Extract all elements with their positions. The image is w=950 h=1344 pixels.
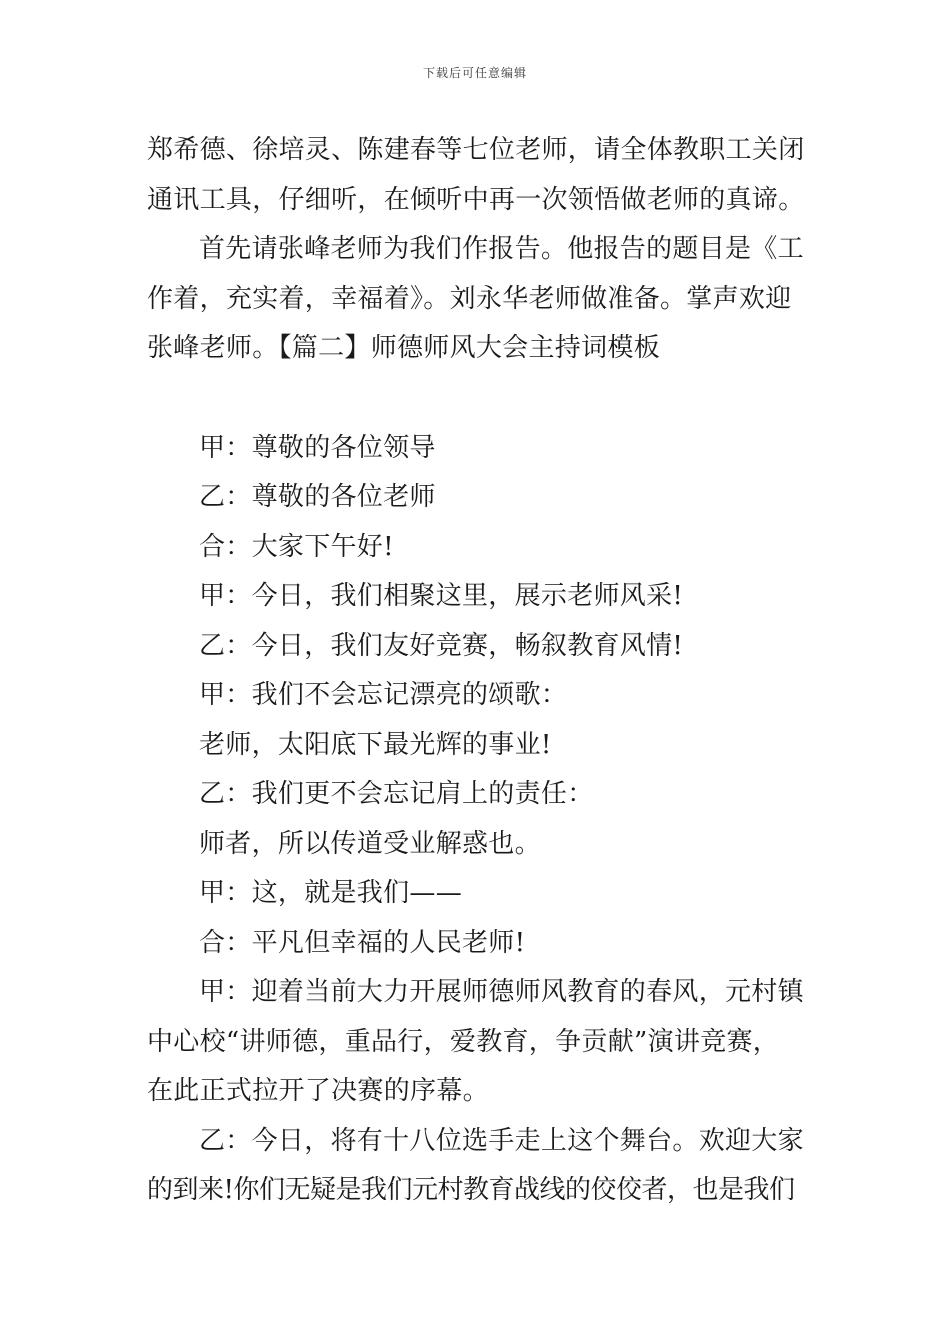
document-body — [147, 126, 807, 1216]
page-header: 下载后可任意编辑 — [422, 66, 527, 80]
text-line: 的到来!你们无疑是我们元村教育战线的佼佼者，也是我们 — [147, 1175, 795, 1205]
paragraph-gap — [147, 374, 807, 424]
text-line: 张峰老师。【篇二】师德师风大会主持词模板 — [147, 333, 661, 363]
dialogue-line: 乙：我们更不会忘记肩上的责任： — [199, 779, 594, 809]
text-line: 通讯工具，仔细听，在倾听中再一次领悟做老师的真谛。 — [147, 184, 805, 215]
dialogue-line: 甲：迎着当前大力开展师德师风教育的春风，元村镇 — [199, 977, 804, 1007]
dialogue-line: 乙：尊敬的各位老师 — [199, 482, 436, 512]
dialogue-line: 合：平凡但幸福的人民老师! — [199, 927, 526, 958]
dialogue-line: 甲：我们不会忘记漂亮的颂歌： — [199, 680, 568, 710]
text-line: 中心校“讲师德，重品行，爱教育，争贡献”演讲竞赛， — [147, 1026, 780, 1057]
dialogue-line: 乙：今日，我们友好竞赛，畅叙教育风情! — [199, 630, 684, 661]
dialogue-line: 甲：这，就是我们—— — [199, 878, 463, 908]
text-line: 在此正式拉开了决赛的序幕。 — [147, 1076, 489, 1106]
text-line: 郑希德、徐培灵、陈建春等七位老师，请全体教职工关闭 — [147, 135, 805, 165]
dialogue-line: 老师，太阳底下最光辉的事业! — [199, 729, 552, 760]
dialogue-line: 师者，所以传道受业解惑也。 — [199, 828, 541, 859]
dialogue-line: 合：大家下午好! — [199, 531, 394, 562]
dialogue-line: 甲：今日，我们相聚这里，展示老师风采! — [199, 581, 684, 611]
text-line: 首先请张峰老师为我们作报告。他报告的题目是《工 — [199, 234, 804, 264]
dialogue-line: 乙：今日，将有十八位选手走上这个舞台。欢迎大家 — [199, 1125, 804, 1156]
text-line: 作着，充实着，幸福着》。刘永华老师做准备。掌声欢迎 — [147, 283, 792, 314]
dialogue-line: 甲：尊敬的各位领导 — [199, 432, 436, 463]
